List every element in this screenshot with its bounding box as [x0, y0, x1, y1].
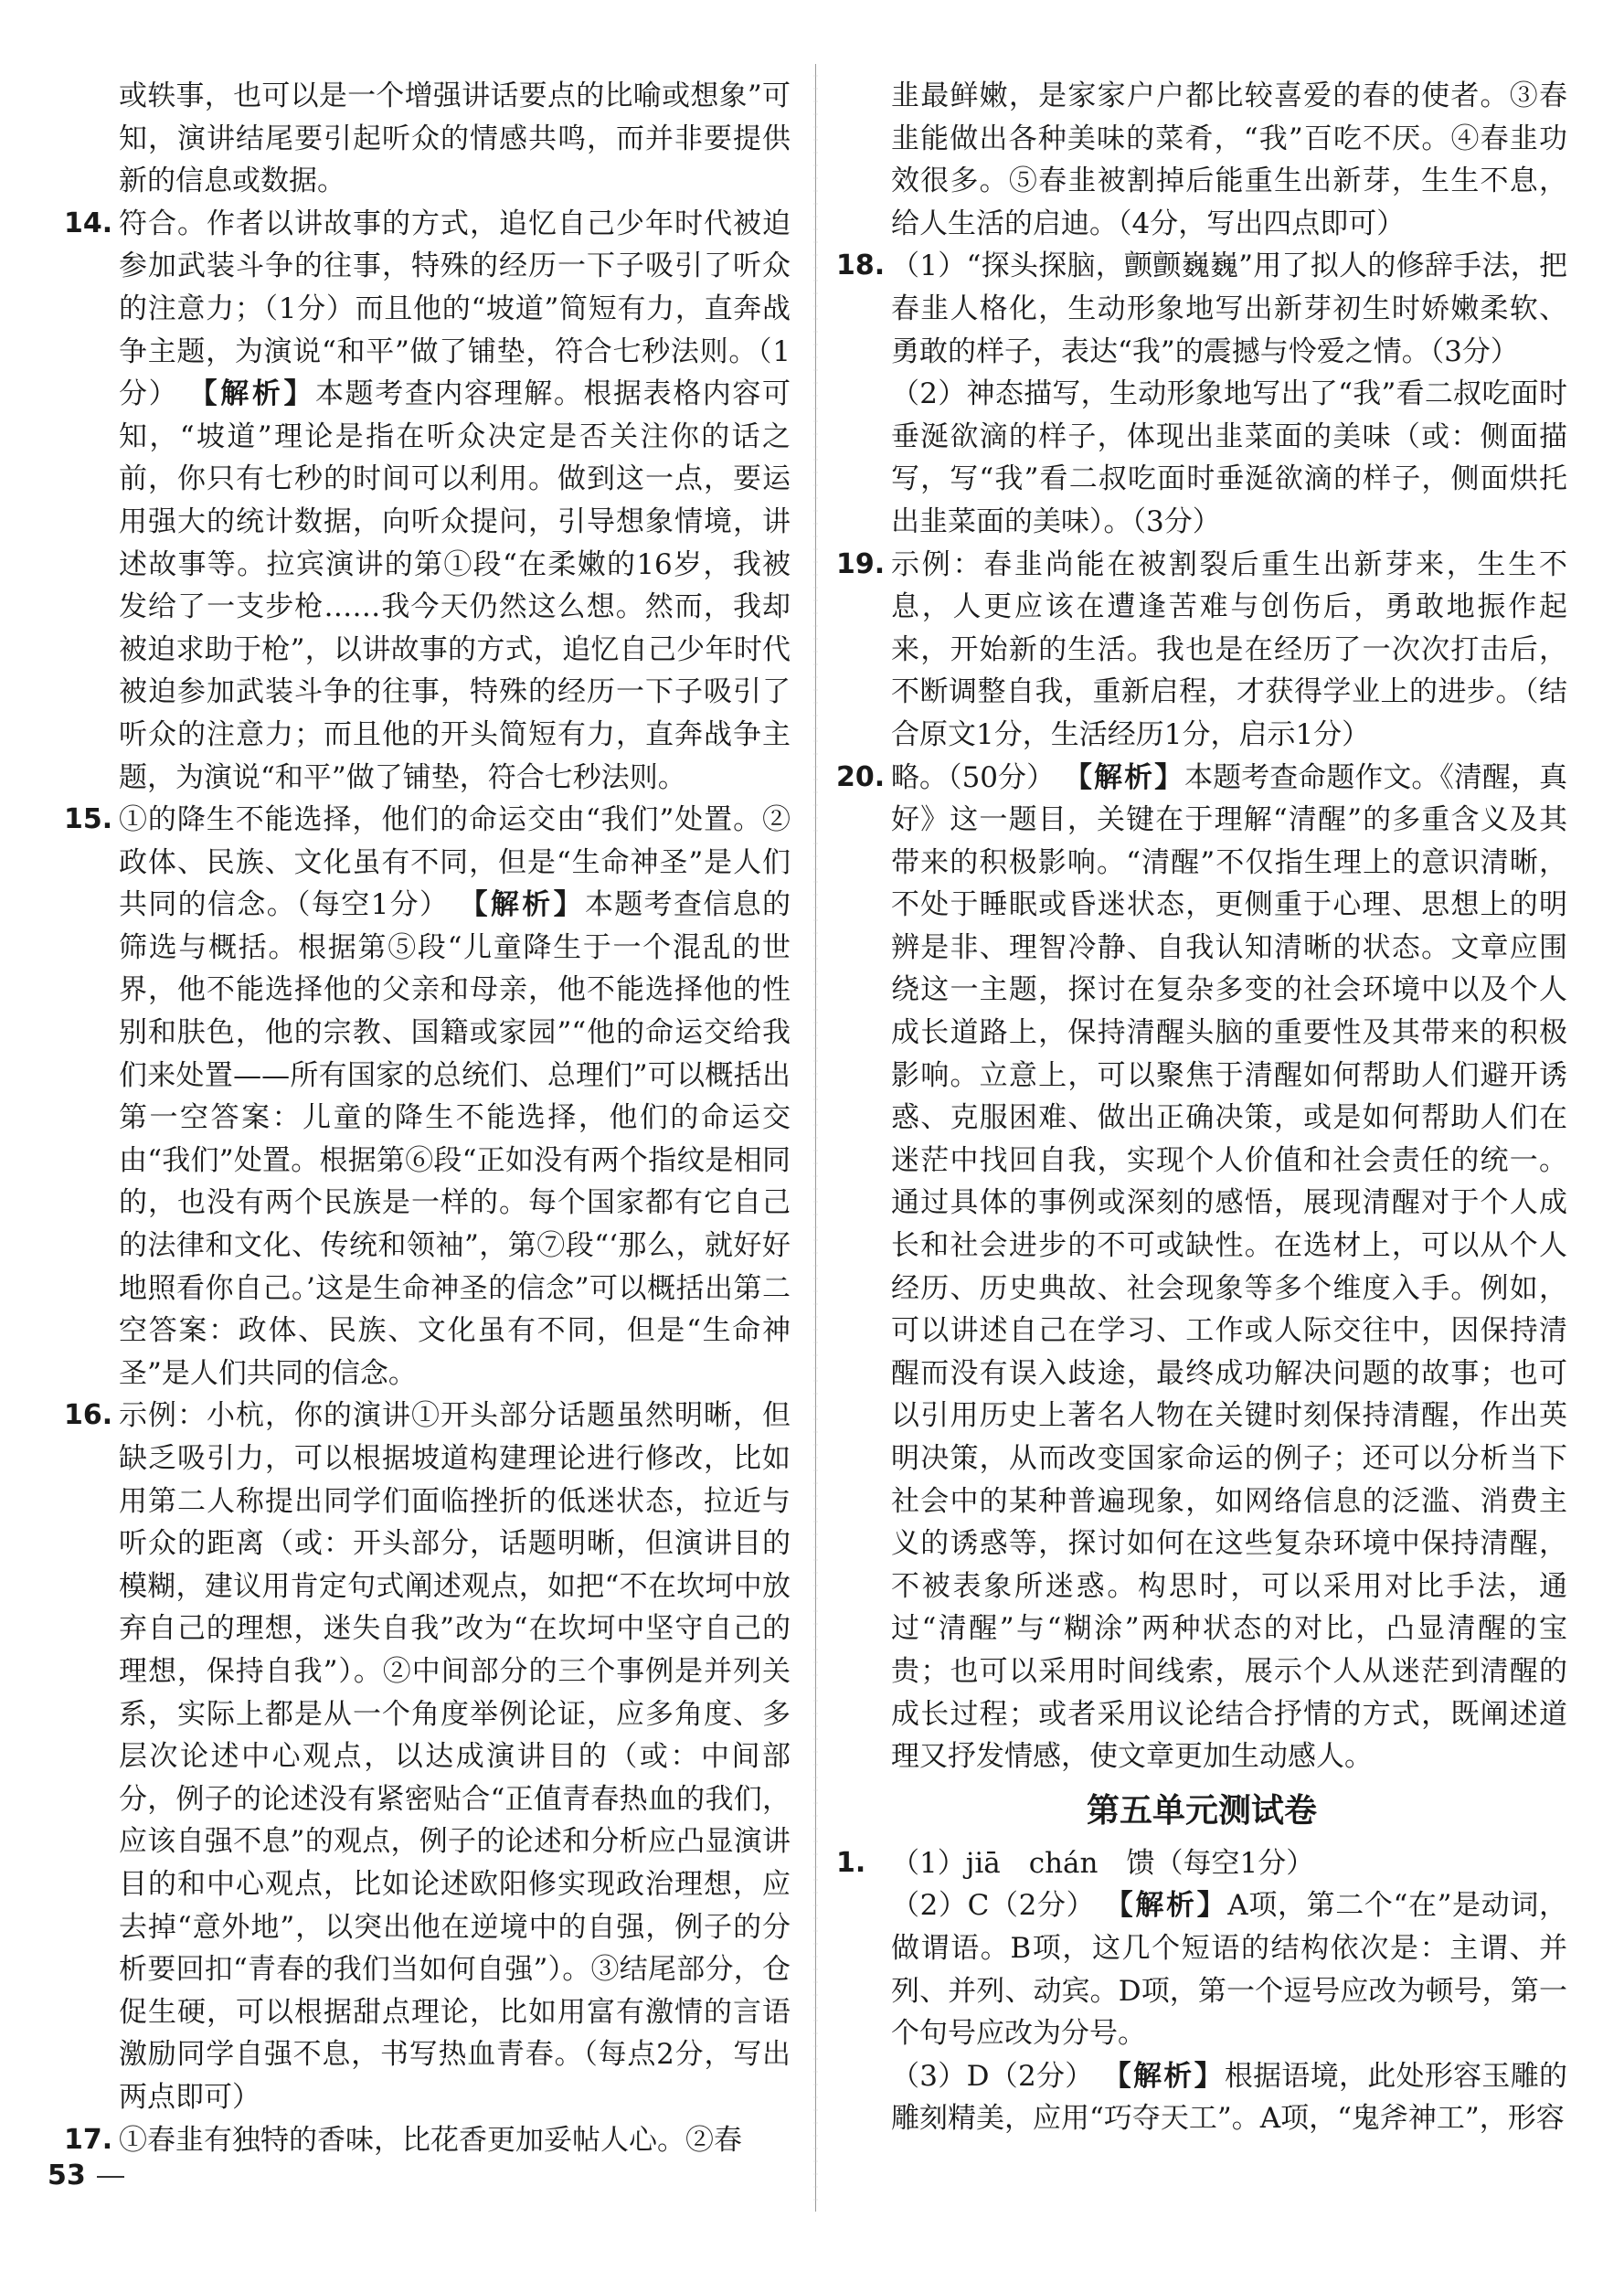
q13-continuation	[64, 75, 791, 203]
page-footer	[48, 2159, 124, 2191]
analysis-tag: 【解析】	[1104, 1889, 1228, 1923]
question-17-start	[64, 2119, 791, 2162]
answer-part-2: （2）神态描写，生动形象地写出了“我”看二叔吃面时垂涎欲滴的样子，体现出韭菜面的美味（或：侧面描写，写“我”看二叔吃面时垂涎欲滴的样子，侧面烘托出韭菜面的美味）。（3分）	[891, 377, 1567, 538]
analysis-tag: 【解析】	[188, 377, 316, 411]
part-3-analysis: 根据语境，此处形容玉雕的雕刻精美，应用“巧夺天工”。A项，“鬼斧神工”，形容	[891, 2059, 1567, 2136]
section-title: 第五单元测试卷	[1086, 1791, 1317, 1830]
question-number: 18.	[836, 249, 886, 282]
answer-text: 符合。作者以讲故事的方式，追忆自己少年时代被迫参加武装斗争的往事，特殊的经历一下子吸引了听众的注意力；（1分）而且他的“坡道”简短有力，直奔战争主题，为演说“和平”做了铺垫，符合七秒法则。（1分）	[119, 207, 791, 411]
question-number: 1.	[836, 1846, 866, 1879]
answer-part-2	[891, 1884, 1567, 2054]
analysis-tag: 【解析】	[459, 888, 585, 922]
question-number: 17.	[64, 2123, 113, 2156]
analysis-text: 本题考查内容理解。根据表格内容可知，“坡道”理论是指在听众决定是否关注你的话之前，你只有七秒的时间可以利用。做到这一点，要运用强大的统计数据，向听众提问，引导想象情境，讲述故事等。拉宾演讲的第①段“在柔嫩的16岁，我被发给了一支步枪……我今天仍然这么想。然而，我却被迫求助于枪”，以讲故事的方式，追忆自己少年时代被迫参加武装斗争的往事，特殊的经历一下子吸引了听众的注意力；而且他的开头简短有力，直奔战争主题，为演说“和平”做了铺垫，符合七秒法则。	[119, 377, 791, 794]
question-15	[64, 799, 791, 1395]
question-14	[64, 203, 791, 799]
page-number: 53	[48, 2159, 86, 2191]
answer-text: ①的降生不能选择，他们的命运交由“我们”处置。②政体、民族、文化虽有不同，但是“生命神圣”是人们共同的信念。（每空1分）	[119, 803, 791, 922]
question-number: 16.	[64, 1399, 113, 1432]
q17-continuation	[836, 75, 1567, 245]
analysis-tag: 【解析】	[1064, 760, 1185, 794]
right-column	[836, 75, 1567, 2140]
answer-part-1: （1）jiā chán 馈（每空1分）	[891, 1846, 1315, 1880]
section-question-1	[836, 1842, 1567, 2140]
footer-dash	[97, 2176, 124, 2178]
question-number: 20.	[836, 760, 886, 793]
answer-part-1: （1）“探头探脑，颤颤巍巍”用了拟人的修辞手法，把春韭人格化，生动形象地写出新芽初生时娇嫩柔软、勇敢的样子，表达“我”的震撼与怜爱之情。（3分）	[891, 249, 1567, 368]
part-2-analysis: A项，第二个“在”是动词，做谓语。B项，这几个短语的结构依次是：主谓、并列、并列、动宾。D项，第一个逗号应改为顿号，第一个句号应改为分号。	[891, 1889, 1567, 2051]
question-16	[64, 1395, 791, 2118]
part-2-answer: （2）C（2分）	[891, 1889, 1096, 1923]
answer-text: 略。（50分）	[891, 760, 1056, 794]
question-number: 19.	[836, 547, 886, 580]
question-18	[836, 245, 1567, 543]
q17-tail-text: 韭最鲜嫩，是家家户户都比较喜爱的春的使者。③春韭能做出各种美味的菜肴，“我”百吃不厌。④春韭功效很多。⑤春韭被割掉后能重生出新芽，生生不息，给人生活的启迪。（4分，写出四点即可）	[891, 80, 1567, 240]
analysis-text: 本题考查命题作文。《清醒，真好》这一题目，关键在于理解“清醒”的多重含义及其带来的积极影响。“清醒”不仅指生理上的意识清晰，不处于睡眠或昏迷状态，更侧重于心理、思想上的明辨是非、理智冷静、自我认知清晰的状态。文章应围绕这一主题，探讨在复杂多变的社会环境中以及个人成长道路上，保持清醒头脑的重要性及其带来的积极影响。立意上，可以聚焦于清醒如何帮助人们避开诱惑、克服困难、做出正确决策，或是如何帮助人们在迷茫中找回自我，实现个人价值和社会责任的统一。通过具体的事例或深刻的感悟，展现清醒对于个人成长和社会进步的不可或缺性。在选材上，可以从个人经历、历史典故、社会现象等多个维度入手。例如，可以讲述自己在学习、工作或人际交往中，因保持清醒而没有误入歧途，最终成功解决问题的故事；也可以引用历史上著名人物在关键时刻保持清醒，作出英明决策，从而改变国家命运的例子；还可以分析当下社会中的某种普遍现象，如网络信息的泛滥、消费主义的诱惑等，探讨如何在这些复杂环境中保持清醒，不被表象所迷惑。构思时，可以采用对比手法，通过“清醒”与“糊涂”两种状态的对比，凸显清醒的宝贵；也可以采用时间线索，展示个人从迷茫到清醒的成长过程；或者采用议论结合抒情的方式，既阐述道理又抒发情感，使文章更加生动感人。	[891, 760, 1568, 1774]
answer-part-3	[891, 2055, 1567, 2140]
left-column	[64, 75, 791, 2161]
question-19	[836, 544, 1567, 757]
part-3-answer: （3）D（2分）	[891, 2059, 1094, 2093]
question-number: 14.	[64, 207, 113, 239]
analysis-text: 本题考查信息的筛选与概括。根据第⑤段“儿童降生于一个混乱的世界，他不能选择他的父亲和母亲，他不能选择他的性别和肤色，他的宗教、国籍或家园”“他的命运交给我们来处置——所有国家的总统们、总理们”可以概括出第一空答案：儿童的降生不能选择，他们的命运交由“我们”处置。根据第⑥段“正如没有两个指纹是相同的，也没有两个民族是一样的。每个国家都有它自己的法律和文化、传统和领袖”，第⑦段“‘那么，就好好地照看你自己。’这是生命神圣的信念”可以概括出第二空答案：政体、民族、文化虽有不同，但是“生命神圣”是人们共同的信念。	[119, 888, 791, 1390]
column-divider	[815, 64, 816, 2212]
answer-text: 示例：小杭，你的演讲①开头部分话题虽然明晰，但缺乏吸引力，可以根据坡道构建理论进行修改，比如用第二人称提出同学们面临挫折的低迷状态，拉近与听众的距离（或：开头部分，话题明晰，但演讲目的模糊，建议用肯定句式阐述观点，如把“不在坎坷中放弃自己的理想，迷失自我”改为“在坎坷中坚守自己的理想，保持自我”）。②中间部分的三个事例是并列关系，实际上都是从一个角度举例论证，应多角度、多层次论述中心观点，以达成演讲目的（或：中间部分，例子的论述没有紧密贴合“正值青春热血的我们，应该自强不息”的观点，例子的论述和分析应凸显演讲目的和中心观点，比如论述欧阳修实现政治理想，应去掉“意外地”，以突出他在逆境中的自强，例子的分析要回扣“青春的我们当如何自强”）。③结尾部分，仓促生硬，可以根据甜点理论，比如用富有激情的言语激励同学自强不息，书写热血青春。（每点2分，写出两点即可）	[119, 1399, 791, 2114]
question-number: 15.	[64, 803, 113, 836]
analysis-tag: 【解析】	[1102, 2059, 1225, 2093]
q13-tail-text: 或轶事，也可以是一个增强讲话要点的比喻或想象”可知，演讲结尾要引起听众的情感共鸣，而并非要提供新的信息或数据。	[119, 80, 791, 198]
answer-text: 示例：春韭尚能在被割裂后重生出新芽来，生生不息，人更应该在遭逢苦难与创伤后，勇敢地振作起来，开始新的生活。我也是在经历了一次次打击后，不断调整自我，重新启程，才获得学业上的进步。（结合原文1分，生活经历1分，启示1分）	[891, 547, 1567, 751]
question-20	[836, 757, 1567, 1778]
answer-text: ①春韭有独特的香味，比花香更加妥帖人心。②春	[119, 2123, 742, 2157]
